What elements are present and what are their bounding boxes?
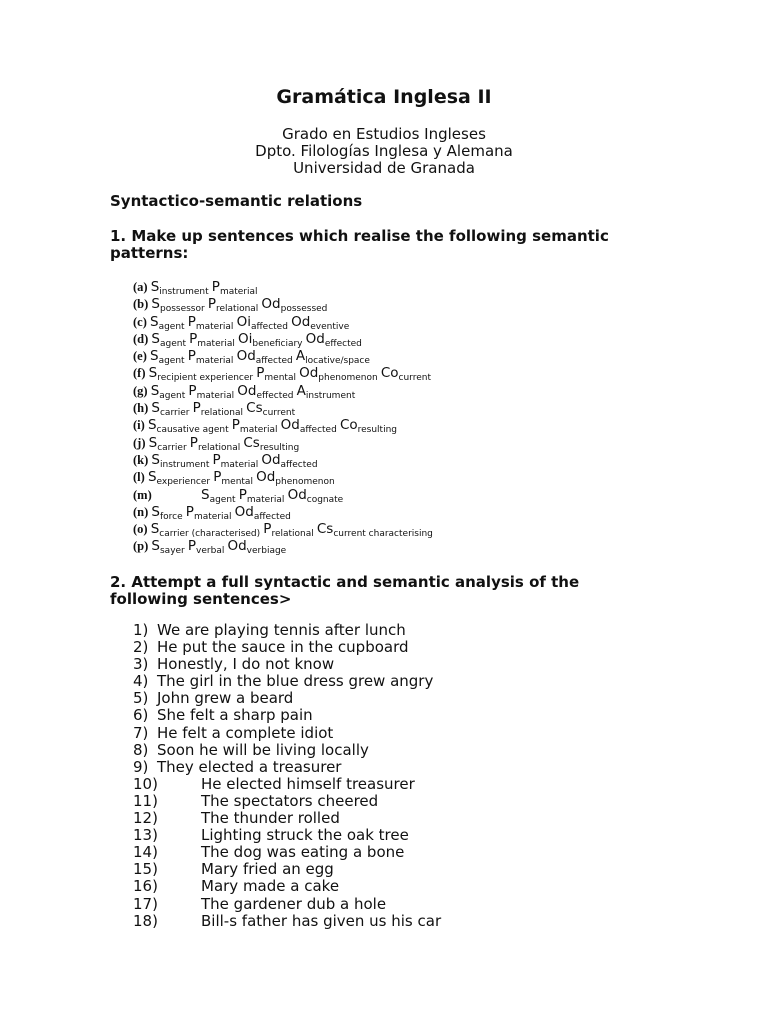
semantic-role: relational	[215, 304, 259, 315]
function-symbol: Od	[237, 382, 257, 399]
pattern-label: (b)	[133, 297, 149, 312]
sentence-text: He put the sauce in the cupboard	[157, 638, 409, 657]
semantic-role: instrument	[159, 287, 209, 297]
semantic-role: instrument	[305, 390, 356, 401]
pattern-item	[133, 452, 433, 469]
sentence-text: Soon he will be living locally	[157, 740, 369, 759]
sentence-text: The gardener dub a hole	[201, 894, 387, 913]
sentence-item	[133, 896, 441, 913]
sentence-number: 8)	[133, 740, 149, 759]
semantic-role: resulting	[259, 442, 300, 453]
sentence-text: He felt a complete idiot	[157, 723, 334, 742]
pattern-item	[133, 348, 433, 365]
sentence-number: 6)	[133, 706, 149, 725]
sentence-item	[133, 861, 441, 878]
function-symbol: A	[295, 348, 306, 365]
exercise-2-heading-line-2: following sentences>	[110, 590, 292, 608]
semantic-role: beneficiary	[252, 338, 303, 349]
sentence-text: They elected a treasurer	[157, 757, 342, 776]
sentence-item	[133, 673, 441, 690]
sentence-number: 17)	[133, 894, 158, 913]
pattern-label: (e)	[133, 349, 147, 364]
semantic-role: material	[239, 425, 278, 436]
sentence-item	[133, 742, 441, 759]
function-symbol: Oi	[237, 330, 253, 347]
function-symbol: Oi	[236, 313, 251, 330]
function-symbol: Od	[305, 330, 325, 347]
function-symbol: P	[256, 365, 265, 382]
pattern-item	[133, 365, 433, 382]
semantic-role: affected	[299, 425, 337, 436]
sentence-text: The girl in the blue dress grew angry	[157, 672, 434, 691]
sentence-text: She felt a sharp pain	[157, 706, 313, 725]
function-symbol: P	[212, 451, 221, 468]
semantic-role: instrument	[159, 459, 210, 470]
pattern-label: (k)	[133, 452, 149, 467]
sentence-item	[133, 913, 441, 930]
sentence-number: 4)	[133, 672, 149, 691]
semantic-role: verbal	[196, 546, 225, 557]
document-title: Gramática Inglesa II	[276, 86, 492, 108]
sentence-number: 3)	[133, 655, 149, 674]
university-line: Universidad de Granada	[293, 159, 475, 177]
semantic-role: mental	[221, 477, 253, 488]
sentence-item	[133, 656, 441, 673]
function-symbol: Co	[339, 417, 358, 434]
sentence-number: 9)	[133, 757, 149, 776]
semantic-role: carrier	[159, 408, 190, 419]
sentence-item	[133, 810, 441, 827]
pattern-label: (d)	[133, 331, 149, 346]
pattern-label: (c)	[133, 314, 147, 329]
semantic-role: current characterising	[333, 529, 433, 540]
function-symbol: S	[151, 538, 160, 555]
semantic-role: carrier	[157, 442, 187, 453]
pattern-item	[133, 383, 433, 400]
semantic-role: mental	[264, 373, 296, 384]
pattern-label: (h)	[133, 401, 149, 416]
semantic-role: material	[197, 338, 235, 349]
pattern-item	[133, 331, 433, 348]
exercise-1-heading-line-1: 1. Make up sentences which realise the following semantic	[110, 227, 609, 245]
sentence-number: 14)	[133, 843, 158, 862]
semantic-role: sayer	[159, 546, 185, 557]
semantic-role: eventive	[310, 321, 350, 332]
function-symbol: Od	[234, 503, 254, 520]
function-symbol: Od	[291, 313, 311, 330]
sentence-number: 7)	[133, 723, 149, 742]
sentence-text: Bill-s father has given us his car	[201, 911, 442, 930]
semantic-role: possessed	[280, 304, 328, 315]
sentence-number: 18)	[133, 911, 158, 930]
semantic-role: experiencer	[156, 477, 211, 488]
sentence-text: Lighting struck the oak tree	[201, 826, 409, 845]
sentence-item	[133, 725, 441, 742]
pattern-label: (a)	[133, 280, 148, 294]
sentence-number: 13)	[133, 826, 158, 845]
semantic-role: possessor	[159, 304, 205, 315]
sentence-item	[133, 878, 441, 895]
semantic-role: agent	[158, 356, 185, 367]
function-symbol: S	[201, 486, 210, 503]
sentence-text: He elected himself treasurer	[201, 774, 415, 793]
function-symbol: Cs	[246, 400, 263, 417]
sentence-item	[133, 844, 441, 861]
function-symbol: S	[148, 434, 158, 451]
function-symbol: Od	[261, 296, 281, 313]
exercise-1-heading-line-2: patterns:	[110, 244, 189, 262]
semantic-role: material	[219, 287, 258, 297]
function-symbol: P	[188, 382, 197, 399]
sentence-text: The thunder rolled	[201, 809, 340, 828]
semantic-role: phenomenon	[318, 373, 378, 384]
sentence-text: We are playing tennis after lunch	[157, 621, 406, 639]
semantic-role: material	[195, 321, 234, 332]
semantic-role: agent	[209, 494, 236, 505]
semantic-role: agent	[159, 390, 186, 401]
sentence-item	[133, 707, 441, 724]
function-symbol: P	[213, 469, 222, 486]
pattern-item	[133, 314, 433, 331]
sentence-number: 2)	[133, 638, 149, 657]
pattern-item	[133, 279, 433, 296]
sentence-number: 10)	[133, 774, 158, 793]
function-symbol: S	[151, 400, 160, 417]
sentence-text: The spectators cheered	[201, 791, 379, 810]
semantic-role: locative/space	[305, 356, 370, 367]
function-symbol: S	[150, 279, 160, 295]
function-symbol: P	[189, 434, 198, 451]
semantic-role: cognate	[306, 494, 344, 505]
semantic-role: current	[262, 408, 296, 419]
semantic-role: resulting	[357, 425, 398, 436]
function-symbol: S	[150, 313, 159, 330]
semantic-role: agent	[159, 338, 186, 349]
sentence-item	[133, 759, 441, 776]
pattern-item	[133, 417, 433, 434]
sentence-item	[133, 639, 441, 656]
pattern-label: (l)	[133, 470, 145, 485]
sentence-number: 11)	[133, 791, 158, 810]
semantic-role: current	[398, 373, 431, 384]
function-symbol: P	[238, 486, 247, 503]
function-symbol: Od	[287, 486, 307, 503]
function-symbol: S	[151, 451, 160, 468]
function-symbol: P	[231, 417, 240, 434]
sentence-item	[133, 622, 441, 639]
semantic-role: material	[220, 459, 259, 470]
function-symbol: Od	[236, 348, 256, 365]
function-symbol: P	[207, 296, 216, 313]
pattern-item	[133, 435, 433, 452]
semantic-role: affected	[250, 321, 288, 332]
function-symbol: S	[147, 417, 157, 434]
function-symbol: P	[187, 313, 196, 330]
semantic-role: relational	[271, 529, 314, 540]
function-symbol: S	[150, 348, 159, 365]
function-symbol: P	[211, 279, 220, 295]
function-symbol: S	[147, 469, 157, 486]
sentence-text: Mary fried an egg	[201, 860, 334, 879]
sentence-text: The dog was eating a bone	[201, 843, 405, 862]
semantic-role: affected	[255, 356, 293, 367]
sentence-number: 12)	[133, 809, 158, 828]
pattern-label: (g)	[133, 383, 148, 398]
function-symbol: Co	[380, 365, 399, 382]
pattern-label: (f)	[133, 366, 146, 381]
function-symbol: P	[185, 503, 194, 520]
sentence-item	[133, 776, 441, 793]
sentence-number: 1)	[133, 621, 149, 639]
pattern-item	[133, 469, 433, 486]
sentence-item	[133, 827, 441, 844]
semantic-role: carrier (characterised)	[159, 529, 261, 540]
semantic-role: relational	[200, 408, 244, 419]
function-symbol: S	[151, 503, 160, 520]
degree-line: Grado en Estudios Ingleses	[282, 125, 486, 143]
function-symbol: Od	[299, 365, 319, 382]
pattern-item	[133, 296, 433, 313]
semantic-role: affected	[253, 511, 291, 522]
function-symbol: S	[151, 296, 160, 313]
semantic-role: phenomenon	[275, 477, 335, 488]
semantic-role: material	[195, 356, 234, 367]
semantic-role: agent	[158, 321, 185, 332]
semantic-role: force	[159, 511, 183, 522]
sentence-number: 16)	[133, 877, 158, 896]
semantic-role: material	[196, 390, 235, 401]
sentence-text: John grew a beard	[157, 689, 294, 708]
pattern-label: (n)	[133, 504, 149, 519]
sentence-list	[133, 622, 441, 930]
sentence-text: Honestly, I do not know	[157, 655, 335, 674]
semantic-role: material	[246, 494, 285, 505]
sentence-number: 5)	[133, 689, 149, 708]
pattern-item	[133, 400, 433, 417]
function-symbol: P	[187, 538, 197, 555]
pattern-label: (m)	[133, 487, 152, 502]
sentence-number: 15)	[133, 860, 158, 879]
semantic-role: relational	[197, 442, 241, 453]
function-symbol: S	[148, 365, 158, 382]
function-symbol: Od	[280, 417, 300, 434]
function-symbol: P	[263, 521, 272, 538]
function-symbol: S	[150, 382, 160, 399]
semantic-role: material	[193, 511, 232, 522]
semantic-role: effected	[324, 338, 362, 349]
semantic-role: causative agent	[156, 425, 229, 436]
pattern-label: (o)	[133, 522, 148, 537]
pattern-label: (j)	[133, 435, 146, 450]
function-symbol: Cs	[316, 521, 334, 538]
semantic-role: verbiage	[246, 546, 287, 557]
function-symbol: Od	[227, 538, 247, 555]
function-symbol: Od	[256, 469, 276, 486]
pattern-item	[133, 487, 433, 504]
function-symbol: P	[192, 400, 201, 417]
semantic-role: affected	[280, 459, 318, 470]
function-symbol: Od	[261, 451, 281, 468]
section-title: Syntactico-semantic relations	[110, 192, 363, 210]
semantic-role: effected	[256, 390, 294, 401]
pattern-label: (p)	[133, 539, 149, 554]
function-symbol: S	[150, 521, 160, 538]
sentence-item	[133, 793, 441, 810]
sentence-text: Mary made a cake	[201, 877, 340, 896]
pattern-item	[133, 504, 433, 521]
exercise-2-heading-line-1: 2. Attempt a full syntactic and semantic analysis of the	[110, 573, 580, 591]
function-symbol: A	[296, 382, 306, 399]
pattern-item	[133, 521, 433, 538]
function-symbol: Cs	[243, 434, 260, 451]
semantic-role: recipient experiencer	[157, 373, 254, 384]
pattern-item	[133, 538, 433, 555]
pattern-label: (i)	[133, 418, 145, 433]
sentence-item	[133, 690, 441, 707]
function-symbol: S	[151, 330, 160, 347]
semantic-pattern-list	[133, 279, 433, 556]
function-symbol: P	[187, 348, 196, 365]
function-symbol: P	[189, 330, 198, 347]
department-line: Dpto. Filologías Inglesa y Alemana	[255, 142, 513, 160]
